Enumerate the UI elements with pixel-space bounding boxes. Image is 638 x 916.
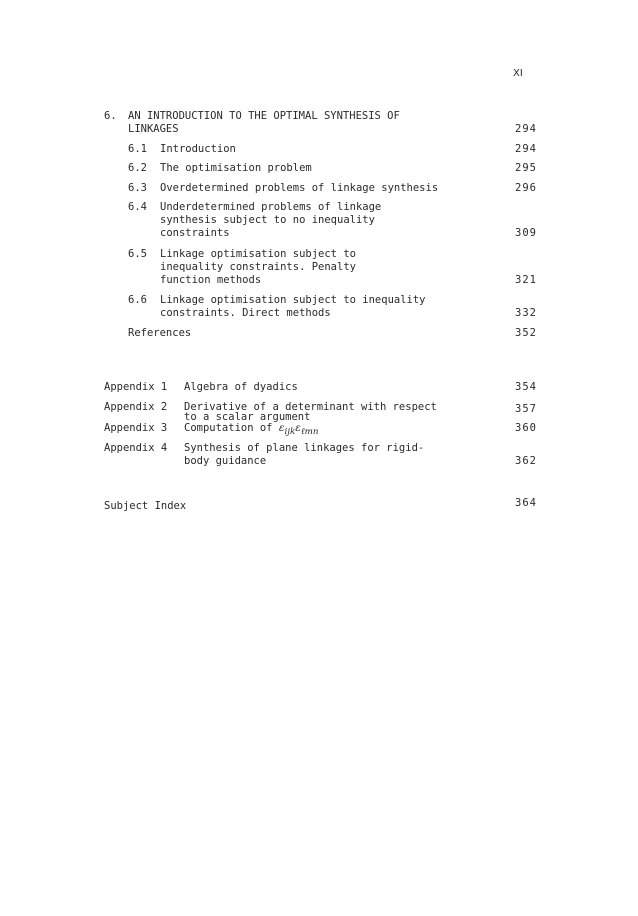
appendix-title-line: Derivative of a determinant with respect — [184, 401, 437, 413]
section-title-line: constraints. Direct methods — [160, 307, 331, 319]
section-number: 6.5 — [128, 248, 147, 260]
section-number: 6.3 — [128, 182, 147, 194]
section-title-line: Linkage optimisation subject to inequality — [160, 294, 426, 306]
appendix-page: 354 — [515, 381, 537, 393]
references-label: References — [128, 327, 192, 339]
epsilon-symbol: ε — [278, 422, 285, 434]
chapter-title-line2: LINKAGES — [128, 123, 179, 135]
section-title: Overdetermined problems of linkage synthesis — [160, 182, 439, 194]
appendix-title-prefix: Computation of — [184, 422, 279, 434]
section-title: Introduction — [160, 143, 236, 155]
section-page: 321 — [515, 274, 537, 286]
section-page: 309 — [515, 227, 537, 239]
index-subscript: ijk — [284, 427, 296, 438]
appendix-title-line: body guidance — [184, 455, 267, 467]
section-page: 332 — [515, 307, 537, 319]
section-title-line: inequality constraints. Penalty — [160, 261, 356, 273]
epsilon-symbol: ε — [295, 422, 301, 434]
section-number: 6.4 — [128, 201, 147, 213]
page-number: XI — [513, 68, 523, 79]
appendix-label: Appendix 1 — [104, 381, 168, 393]
section-number: 6.2 — [128, 162, 147, 174]
appendix-page: 360 — [515, 422, 537, 434]
section-title-line: Underdetermined problems of linkage — [160, 201, 382, 213]
section-number: 6.6 — [128, 294, 147, 306]
section-title-line: function methods — [160, 274, 262, 286]
index-subscript: ℓmn — [300, 427, 319, 438]
subject-index-page: 364 — [515, 497, 537, 509]
appendix-label: Appendix 4 — [104, 442, 168, 454]
subject-index-label: Subject Index — [104, 500, 187, 512]
appendix-title — [184, 422, 319, 439]
appendix-page: 362 — [515, 455, 537, 467]
section-title-line: synthesis subject to no inequality — [160, 214, 375, 226]
chapter-number: 6. — [104, 110, 117, 122]
section-title: The optimisation problem — [160, 162, 312, 174]
appendix-title: Algebra of dyadics — [184, 381, 298, 393]
section-page: 294 — [515, 143, 537, 155]
appendix-title-line: to a scalar argument — [184, 411, 311, 423]
appendix-label: Appendix 3 — [104, 422, 168, 434]
section-page: 295 — [515, 162, 537, 174]
appendix-page: 357 — [515, 403, 537, 415]
section-title-line: Linkage optimisation subject to — [160, 248, 356, 260]
appendix-label: Appendix 2 — [104, 401, 168, 413]
section-title-line: constraints — [160, 227, 230, 239]
section-number: 6.1 — [128, 143, 147, 155]
section-page: 296 — [515, 182, 537, 194]
appendix-title-line: Synthesis of plane linkages for rigid- — [184, 442, 425, 454]
chapter-title-line1: AN INTRODUCTION TO THE OPTIMAL SYNTHESIS OF — [128, 110, 400, 122]
chapter-page: 294 — [515, 123, 537, 135]
references-page: 352 — [515, 327, 537, 339]
